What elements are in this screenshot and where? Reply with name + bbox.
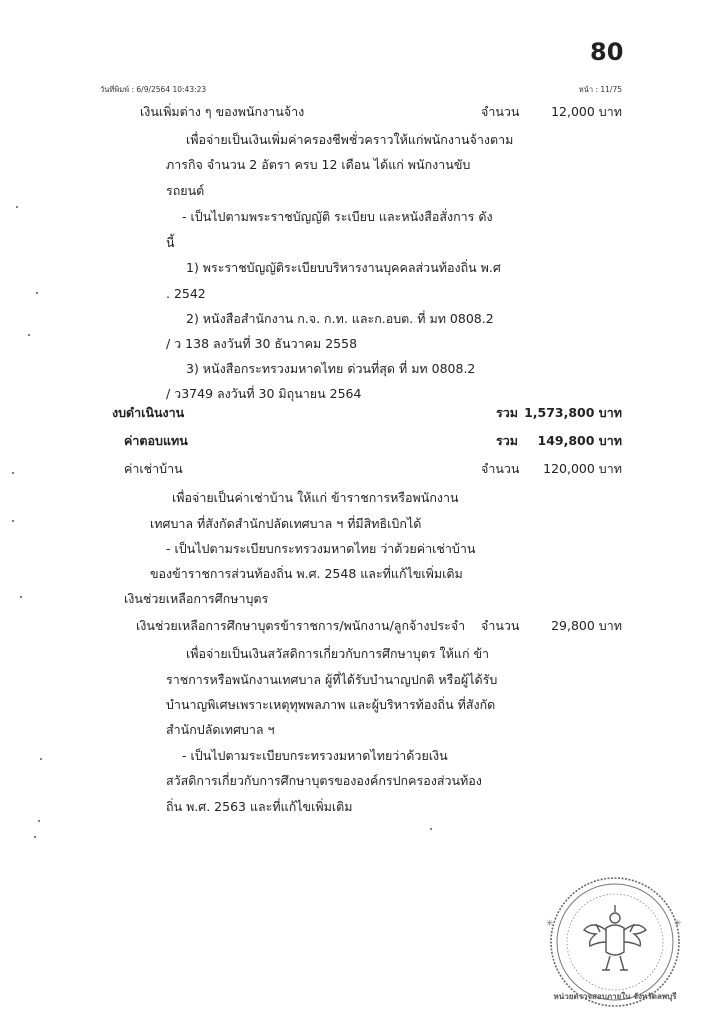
svg-text:✳: ✳ (674, 919, 682, 929)
print-date: วันที่พิมพ์ : 6/9/2564 10:43:23 (100, 85, 207, 94)
page-index: หน้า : 11/75 (578, 85, 622, 94)
education-amount: 29,800 บาท (551, 618, 622, 633)
rent-amount: 120,000 บาท (543, 461, 622, 476)
compensation-title: ค่าตอบแทน (124, 433, 188, 448)
desc-line: ถิ่น พ.ศ. 2563 และที่แก้ไขเพิ่มเติม (166, 799, 353, 814)
desc-line: รถยนต์ (166, 183, 205, 198)
desc-line: ราชการหรือพนักงานเทศบาล ผู้ที่ได้รับบำนาญปกติ หรือผู้ได้รับ (166, 672, 498, 687)
budget-amount: 1,573,800 บาท (524, 405, 622, 420)
qty-label: จำนวน (481, 461, 520, 476)
budget-title: งบดำเนินงาน (112, 405, 185, 420)
desc-line: / ว3749 ลงวันที่ 30 มิถุนายน 2564 (166, 386, 362, 401)
desc-line: . 2542 (166, 286, 206, 301)
desc-line: / ว 138 ลงวันที่ 30 ธันวาคม 2558 (166, 336, 358, 351)
item-title: เงินเพิ่มต่าง ๆ ของพนักงานจ้าง (140, 104, 305, 119)
page-number: 80 (590, 38, 624, 66)
desc-line: สำนักปลัดเทศบาล ฯ (166, 722, 275, 737)
desc-line: - เป็นไปตามพระราชบัญญัติ ระเบียบ และหนังสือสั่งการ ดัง (182, 209, 493, 224)
desc-line: ของข้าราชการส่วนท้องถิ่น พ.ศ. 2548 และที่แก้ไขเพิ่มเติม (150, 566, 463, 581)
desc-line: เพื่อจ่ายเป็นเงินสวัสดิการเกี่ยวกับการศึกษาบุตร ให้แก่ ข้า (186, 646, 490, 661)
total-label: รวม (496, 433, 518, 448)
education-title: เงินช่วยเหลือการศึกษาบุตรข้าราชการ/พนักงาน/ลูกจ้างประจำ (136, 618, 466, 633)
desc-line: 3) หนังสือกระทรวงมหาดไทย ด่วนที่สุด ที่ มท 0808.2 (186, 361, 476, 376)
desc-line: ภารกิจ จำนวน 2 อัตรา ครบ 12 เดือน ได้แก่ พนักงานขับ (166, 157, 471, 172)
total-label: รวม (496, 405, 518, 420)
qty-label: จำนวน (481, 618, 520, 633)
rent-title: ค่าเช่าบ้าน (124, 461, 183, 476)
svg-text:✳: ✳ (546, 919, 554, 929)
desc-line: นี้ (166, 235, 175, 250)
amount: 12,000 บาท (551, 104, 622, 119)
compensation-amount: 149,800 บาท (537, 433, 622, 448)
seal-text: หน่วยตรวจสอบภายใน จังหวัดลพบุรี (553, 992, 677, 1001)
desc-line: - เป็นไปตามระเบียบกระทรวงมหาดไทยว่าด้วยเงิน (182, 748, 448, 763)
desc-line: 1) พระราชบัญญัติระเบียบบริหารงานบุคคลส่วนท้องถิ่น พ.ศ (186, 260, 501, 275)
desc-line: 2) หนังสือสำนักงาน ก.จ. ก.ท. และก.อบต. ที่ มท 0808.2 (186, 311, 494, 326)
desc-line: - เป็นไปตามระเบียบกระทรวงมหาดไทย ว่าด้วยค่าเช่าบ้าน (166, 541, 476, 556)
desc-line: บำนาญพิเศษเพราะเหตุทุพพลภาพ และผู้บริหารท้องถิ่น ที่สังกัด (166, 697, 496, 712)
official-seal-icon (540, 872, 690, 1012)
education-group-title: เงินช่วยเหลือการศึกษาบุตร (124, 591, 269, 606)
desc-line: สวัสดิการเกี่ยวกับการศึกษาบุตรขององค์กรปกครองส่วนท้อง (166, 773, 482, 788)
qty-label: จำนวน (481, 104, 520, 119)
desc-line: เทศบาล ที่สังกัดสำนักปลัดเทศบาล ฯ ที่มีสิทธิเบิกได้ (150, 516, 422, 531)
desc-line: เพื่อจ่ายเป็นเงินเพิ่มค่าครองชีพชั่วคราวให้แก่พนักงานจ้างตาม (186, 132, 514, 147)
desc-line: เพื่อจ่ายเป็นค่าเช่าบ้าน ให้แก่ ข้าราชการหรือพนักงาน (172, 490, 459, 505)
